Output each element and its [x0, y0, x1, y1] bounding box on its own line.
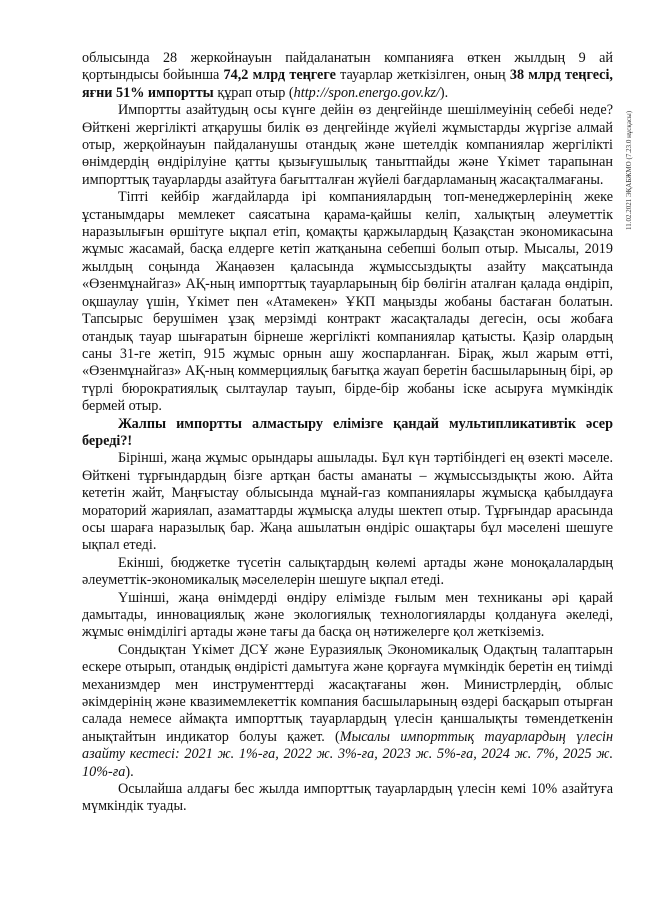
paragraph	[82, 102, 613, 189]
text-run: облысында 28 жеркойнауын пайдаланатын компанияға өткен жылдың 9 ай қортындысы бойынша	[82, 50, 613, 84]
section-heading	[82, 416, 613, 451]
paragraph	[82, 642, 613, 781]
text-run: Екінші, бюджетке түсетін салықтардың көлемі артады және моноқалалардың әлеуметтік-экономикалық мәселелерін шешуге ықпал етеді.	[82, 554, 613, 589]
text-run: Сондықтан Үкімет ДСҰ және Еуразиялық Экономикалық Одақтың талаптарын ескере отырып, отандық өндірісті дамытуға және қорғауға мүмкіндік беретін ең тиімді механизмдер мен инструменттерді жасақтағаны жөн. Министрлердің, облыс әкімдерінің және квазимемлекеттік компания басшыларының өздері басқарып отырған салада немесе аймақта импорттық тауарлардың үлесін қаншалықты төмендеткенін анықтайтын индикатор болуы қажет. (	[82, 641, 613, 745]
paragraph	[82, 450, 613, 554]
text-run: тауарлар жеткізілген, оның	[335, 67, 510, 84]
document-side-stamp: 11.02.2021 ЭҚАБЖМО (7.23.0 нұсқасы)	[625, 110, 633, 230]
text-run: Импортты азайтудың осы күнге дейін өз деңгейінде шешілмеуінің себебі неде? Өйткені жергілікті атқарушы билік өз деңгейінде жүйелі жұмыстарды жүргізе алмай отыр, жерқойнауын пайдаланушы отандық және шетелдік компаниялар жергілікті өнімдердің өндірілуіне қатты қызығушылық танытпайды және Үкімет тарапынан импорттық тауарларды азайтуға бағытталған жүйелі бағдарламаның жасақталмағаны.	[82, 102, 613, 188]
bold-text: Жалпы импортты алмастыру елімізге қандай мультипликативтік әсер береді?!	[82, 415, 613, 449]
paragraph	[82, 590, 613, 642]
italic-text: http://spon.energo.gov.kz/	[293, 84, 440, 101]
bold-text: 74,2 млрд теңгеге	[223, 67, 336, 84]
italic-text: Мысалы импорттық тауарлардың үлесін азайту кестесі: 2021 ж. 1%-ға, 2022 ж. 3%-ға, 2023 ж. 5%-ға, 2024 ж. 7%, 2025 ж. 10%-ға	[82, 728, 613, 780]
text-run: ).	[439, 84, 449, 101]
paragraph	[82, 555, 613, 590]
text-run: Үшінші, жаңа өнімдерді өндіру елімізде ғылым мен техниканы әрі қарай дамытады, инновациялық және экологиялық технологияларды қолдануға әкеледі, жұмыс өнімділігі артады және тағы да басқа оң нәтижелерге қол жеткіземіз.	[82, 589, 613, 641]
text-run: Осылайша алдағы бес жылда импорттық тауарлардың үлесін кемі 10% азайтуға мүмкіндік туады.	[82, 781, 613, 815]
paragraph	[82, 189, 613, 415]
text-run: Бірінші, жаңа жұмыс орындары ашылады. Бұл күн тәртібіндегі ең өзекті мәселе. Өйткені тұрғындардың бізге артқан басты аманаты – жұмыссыздықты жою. Айта кететін жайт, Маңғыстау облысында мұнай-газ компаниялары жұмысқа қабылдауға мораторий жариялап, азаматтарды жұмысқа алуды шектеп отыр. Тұрғындар арасында осы шараға наразылық бар. Жаңа ашылатын өндіріс ошақтары бұл мәселені шешуге ықпал етеді.	[82, 450, 613, 554]
bold-text: 38 млрд теңгесі, яғни 51% импортты	[82, 67, 613, 101]
text-run: ).	[125, 763, 134, 780]
paragraph	[82, 50, 613, 102]
text-run: Тіпті кейбір жағдайларда ірі компаниялардың топ-менеджерлерінің жеке ұстанымдары мемлекет саясатына қарама-қайшы келіп, халықтың әлеуметтік наразылығын өршітуге ықпал етіп, қомақты қаржылардың Қазақстан экономикасына жұмыс жасамай, басқа елдерге кетіп жатқанына себепші болып отыр. Мысалы, 2019 жылдың соңында Жаңаөзен қаласында жұмыссыздықты азайту мақсатында «Өзенмұнайгаз» АҚ-ның импорттық тауарларының бір бөлігін аталған қалада өндіріп, оқшаулау үшін, Үкімет пен «Атамекен» ҰКП маңызды жобаны бастаған болатын. Тапсырыс берушімен ұзақ мерзімді контракт жасақталады дегесін, осы жобаға отандық тауар шығаратын бірнеше жергілікті компаниялар қатысты. Қазір олардың саны 31-ге жетіп, 915 жұмыс орнын ашу жоспарланған. Бірақ, жыл жарым өтті, «Өзенмұнайгаз» АҚ-ның коммерциялық бағытқа жауап беретін басшыларының бірі, әр түрлі бюрократиялық сылтаулар тауып, бірде-бір жобаны іске асыруға мүмкіндік бермей отыр.	[82, 189, 613, 415]
paragraph	[82, 781, 613, 816]
document-body	[82, 50, 613, 816]
text-run: құрап отыр (	[213, 84, 294, 101]
